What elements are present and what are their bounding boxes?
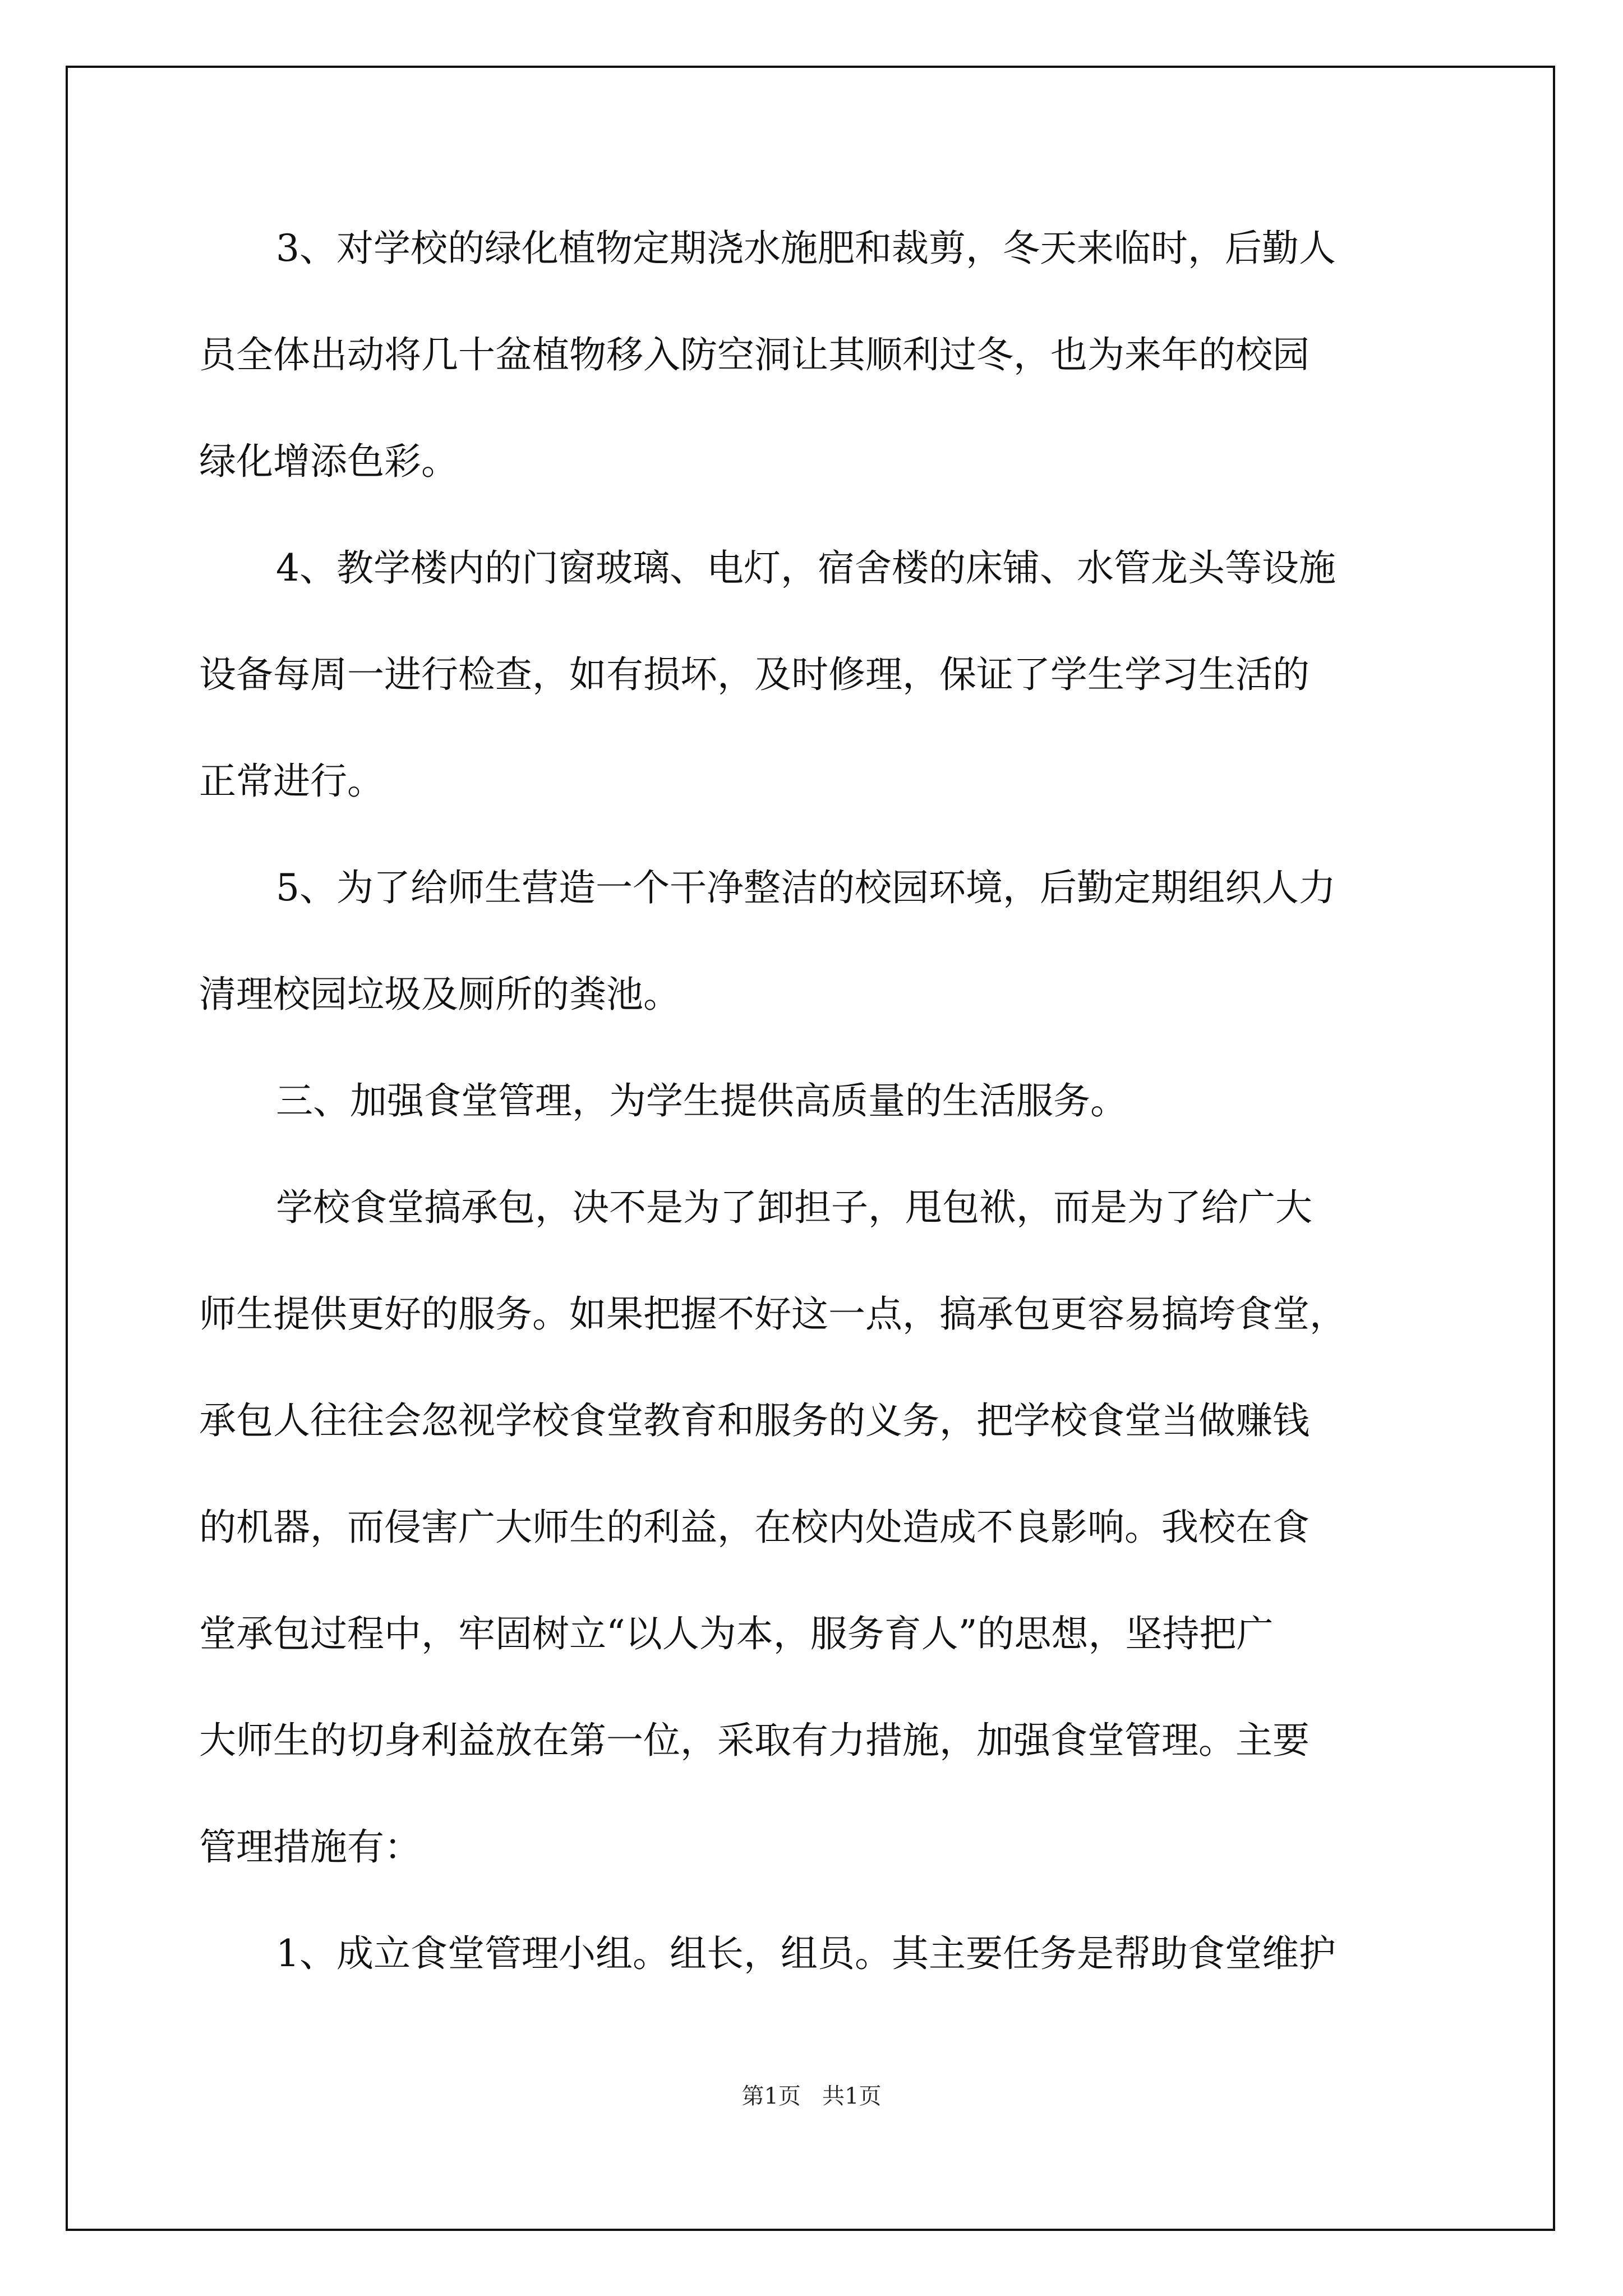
text-line: 4、教学楼内的门窗玻璃、电灯，宿舍楼的床铺、水管龙头等设施 [276, 546, 1336, 590]
text-line: 3、对学校的绿化植物定期浇水施肥和裁剪，冬天来临时，后勤人 [276, 227, 1336, 270]
text-line: 清理校园垃圾及厕所的粪池。 [199, 973, 680, 1016]
text-line: 承包人往往会忽视学校食堂教育和服务的义务，把学校食堂当做赚钱 [199, 1399, 1310, 1442]
document-body [199, 222, 1422, 2033]
text-line: 员全体出动将几十盆植物移入防空洞让其顺利过冬，也为来年的校园 [199, 333, 1310, 376]
text-line: 的机器，而侵害广大师生的利益，在校内处造成不良影响。我校在食 [199, 1506, 1310, 1549]
page-number: 第1页 共1页 [741, 2083, 882, 2109]
paragraph-4 [199, 541, 1422, 808]
text-line: 师生提供更好的服务。如果把握不好这一点，搞承包更容易搞垮食堂， [199, 1292, 1347, 1336]
paragraph-1 [199, 1927, 1422, 1981]
text-line: 正常进行。 [199, 760, 384, 803]
text-line: 5、为了给师生营造一个干净整洁的校园环境，后勤定期组织人力 [276, 866, 1336, 909]
text-line: 1、成立食堂管理小组。组长，组员。其主要任务是帮助食堂维护 [276, 1932, 1336, 1975]
paragraph-5 [199, 861, 1422, 1022]
text-line: 堂承包过程中，牢固树立“以人为本，服务育人”的思想，坚持把广 [199, 1612, 1274, 1655]
paragraph-3 [199, 222, 1422, 489]
section-heading: 三、加强食堂管理，为学生提供高质量的生活服务。 [276, 1079, 1127, 1122]
section-heading-3 [199, 1074, 1422, 1128]
text-line: 学校食堂搞承包，决不是为了卸担子，甩包袱，而是为了给广大 [276, 1186, 1312, 1229]
text-line: 管理措施有： [199, 1825, 421, 1869]
text-line: 绿化增添色彩。 [199, 440, 458, 483]
text-line: 大师生的切身利益放在第一位，采取有力措施，加强食堂管理。主要 [199, 1719, 1310, 1762]
text-line: 设备每周一进行检查，如有损坏，及时修理，保证了学生学习生活的 [199, 653, 1310, 696]
paragraph-canteen [199, 1181, 1422, 1874]
